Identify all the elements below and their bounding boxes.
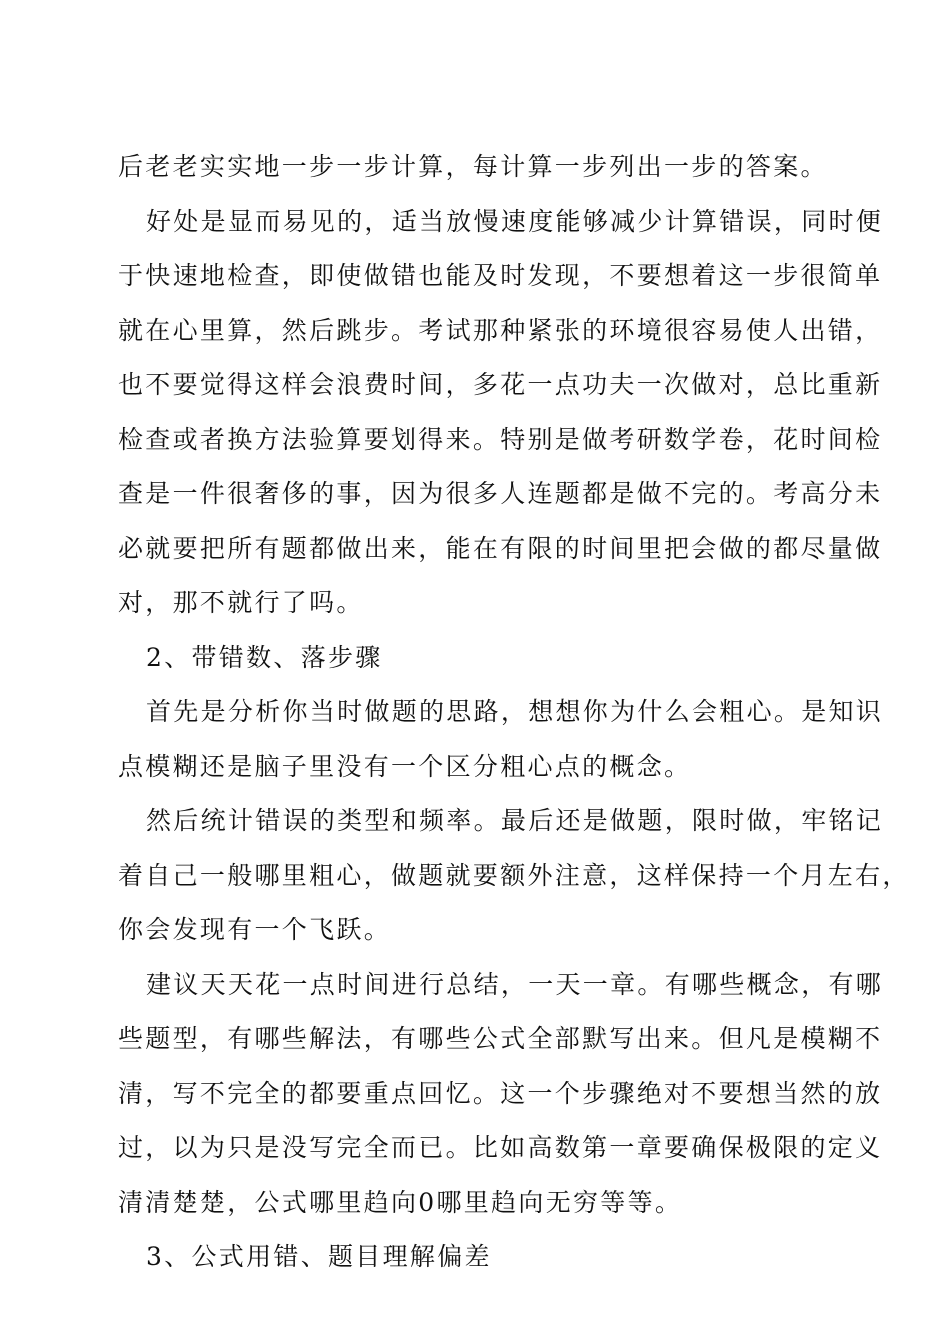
section-heading: 2、带错数、落步骤 (146, 642, 383, 672)
paragraph-start-line: 首先是分析你当时做题的思路，想想你为什么会粗心。是知识 (146, 697, 884, 726)
text-line: 清，写不完全的都要重点回忆。这一个步骤绝对不要想当然的放 (118, 1078, 883, 1108)
text-line: 点模糊还是脑子里没有一个区分粗心点的概念。 (118, 751, 692, 781)
text-line: 过，以为只是没写完全而已。比如高数第一章要确保极限的定义 (118, 1133, 883, 1162)
body-text (118, 140, 910, 1285)
text-line: 必就要把所有题都做出来，能在有限的时间里把会做的都尽量做 (118, 533, 883, 563)
paragraph-start-line: 建议天天花一点时间进行总结，一天一章。有哪些概念，有哪 (146, 969, 884, 999)
text-line: 清清楚楚，公式哪里趋向0哪里趋向无穷等等。 (118, 1187, 683, 1217)
text-line: 查是一件很奢侈的事，因为很多人连题都是做不完的。考高分未 (118, 479, 883, 508)
text-line: 于快速地检查，即使做错也能及时发现，不要想着这一步很简单 (118, 261, 883, 290)
paragraph-start-line: 好处是显而易见的，适当放慢速度能够减少计算错误，同时便 (146, 206, 884, 236)
section-heading: 3、公式用错、题目理解偏差 (146, 1242, 492, 1271)
paragraph-start-line: 然后统计错误的类型和频率。最后还是做题，限时做，牢铭记 (146, 806, 884, 835)
text-line: 也不要觉得这样会浪费时间，多花一点功夫一次做对，总比重新 (118, 370, 883, 399)
text-line: 些题型，有哪些解法，有哪些公式全部默写出来。但凡是模糊不 (118, 1024, 883, 1053)
text-line: 你会发现有一个飞跃。 (118, 915, 392, 944)
text-line: 后老老实实地一步一步计算，每计算一步列出一步的答案。 (118, 152, 828, 181)
text-line: 对，那不就行了吗。 (118, 588, 364, 617)
text-line: 检查或者换方法验算要划得来。特别是做考研数学卷，花时间检 (118, 424, 883, 454)
text-line: 着自己一般哪里粗心，做题就要额外注意，这样保持一个月左右， (118, 860, 910, 890)
text-line: 就在心里算，然后跳步。考试那种紧张的环境很容易使人出错， (118, 315, 883, 345)
